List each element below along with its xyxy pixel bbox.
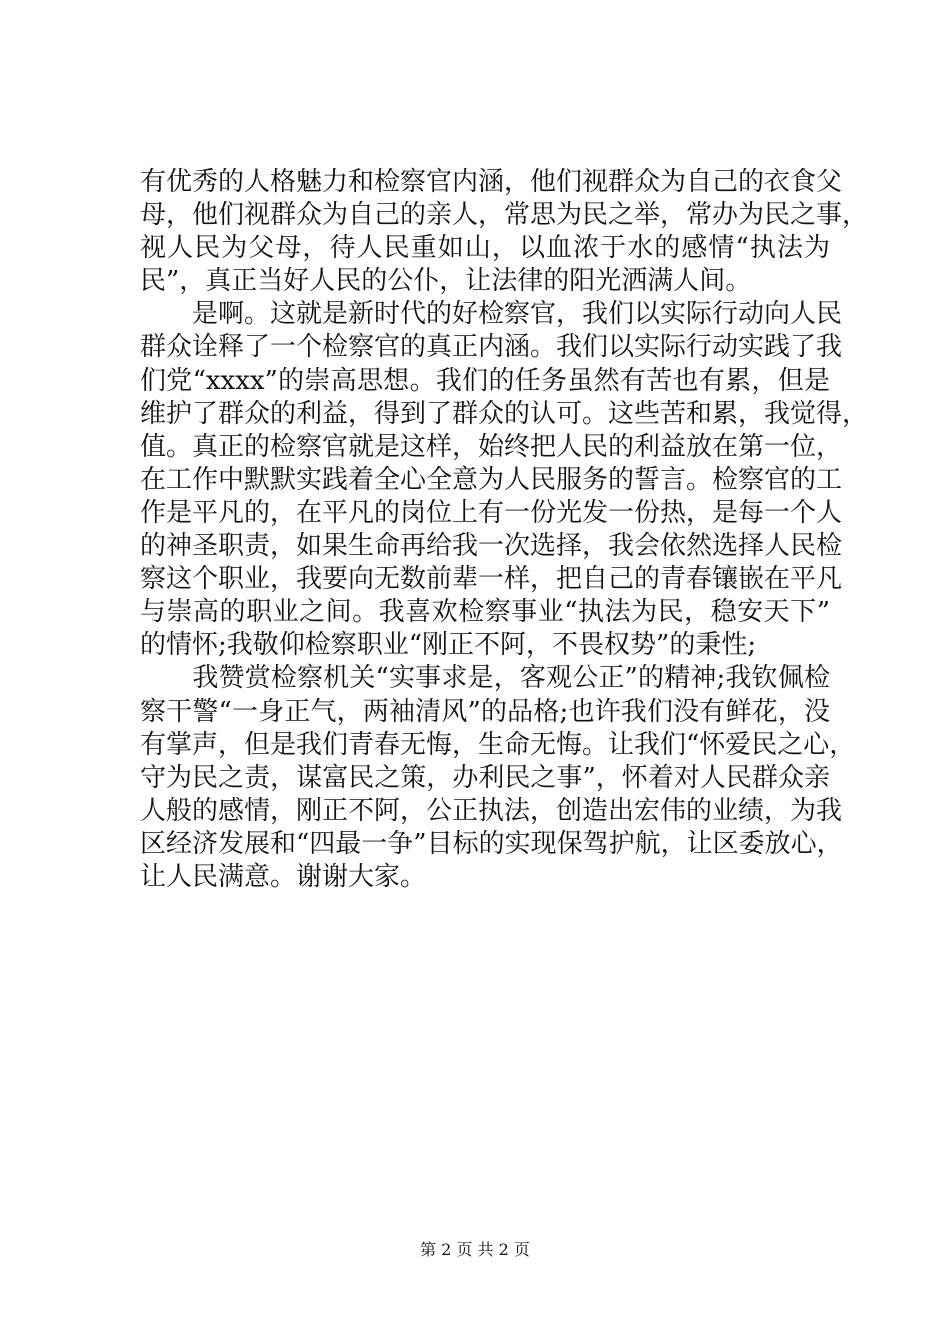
text-line-9: 值。真正的检察官就是这样，始终把人民的利益放在第一位， [140, 431, 843, 462]
text-line-13: 察这个职业，我要向无数前辈一样，把自己的青春镶嵌在平凡 [140, 564, 843, 595]
text-line-4: 民”，真正当好人民的公仆，让法律的阳光洒满人间。 [140, 266, 752, 297]
text-line-10: 在工作中默默实践着全心全意为人民服务的誓言。检察官的工 [140, 464, 843, 495]
text-line-3: 视人民为父母，待人民重如山，以血浓于水的感情“执法为 [140, 233, 830, 264]
text-line-6: 群众诠释了一个检察官的真正内涵。我们以实际行动实践了我 [140, 332, 843, 363]
text-line-20: 人般的感情，刚正不阿，公正执法，创造出宏伟的业绩，为我 [140, 795, 843, 826]
text-line-17: 察干警“一身正气，两袖清风”的品格;也许我们没有鲜花，没 [140, 696, 830, 727]
text-line-11: 作是平凡的，在平凡的岗位上有一份光发一份热，是每一个人 [140, 497, 843, 528]
text-line-19: 守为民之责，谋富民之策，办利民之事”，怀着对人民群众亲 [140, 762, 830, 793]
text-line-1: 有优秀的人格魅力和检察官内涵，他们视群众为自己的衣食父 [140, 167, 843, 197]
text-line-14: 与崇高的职业之间。我喜欢检察事业“执法为民，稳安天下” [140, 597, 830, 628]
text-line-22: 让人民满意。谢谢大家。 [140, 861, 427, 892]
document-body [140, 166, 869, 894]
text-line-7: 们党“xxxx”的崇高思想。我们的任务虽然有苦也有累，但是 [140, 365, 830, 396]
text-line-12: 的神圣职责，如果生命再给我一次选择，我会依然选择人民检 [140, 531, 843, 562]
text-line-16: 我赞赏检察机关“实事求是，客观公正”的精神;我钦佩检 [140, 663, 830, 694]
text-line-15: 的情怀;我敬仰检察职业“刚正不阿，不畏权势”的秉性; [140, 630, 757, 661]
text-line-8: 维护了群众的利益，得到了群众的认可。这些苦和累，我觉得， [140, 398, 869, 429]
text-line-18: 有掌声，但是我们青春无悔，生命无悔。让我们“怀爱民之心， [140, 729, 856, 760]
page-footer [0, 1240, 950, 1260]
text-line-21: 区经济发展和“四最一争”目标的实现保驾护航，让区委放心， [140, 828, 843, 859]
text-line-5: 是啊。这就是新时代的好检察官，我们以实际行动向人民 [140, 299, 843, 330]
page-number-label: 第 2 页 共 2 页 [420, 1240, 530, 1259]
text-line-2: 母，他们视群众为自己的亲人，常思为民之举，常办为民之事， [140, 200, 869, 231]
